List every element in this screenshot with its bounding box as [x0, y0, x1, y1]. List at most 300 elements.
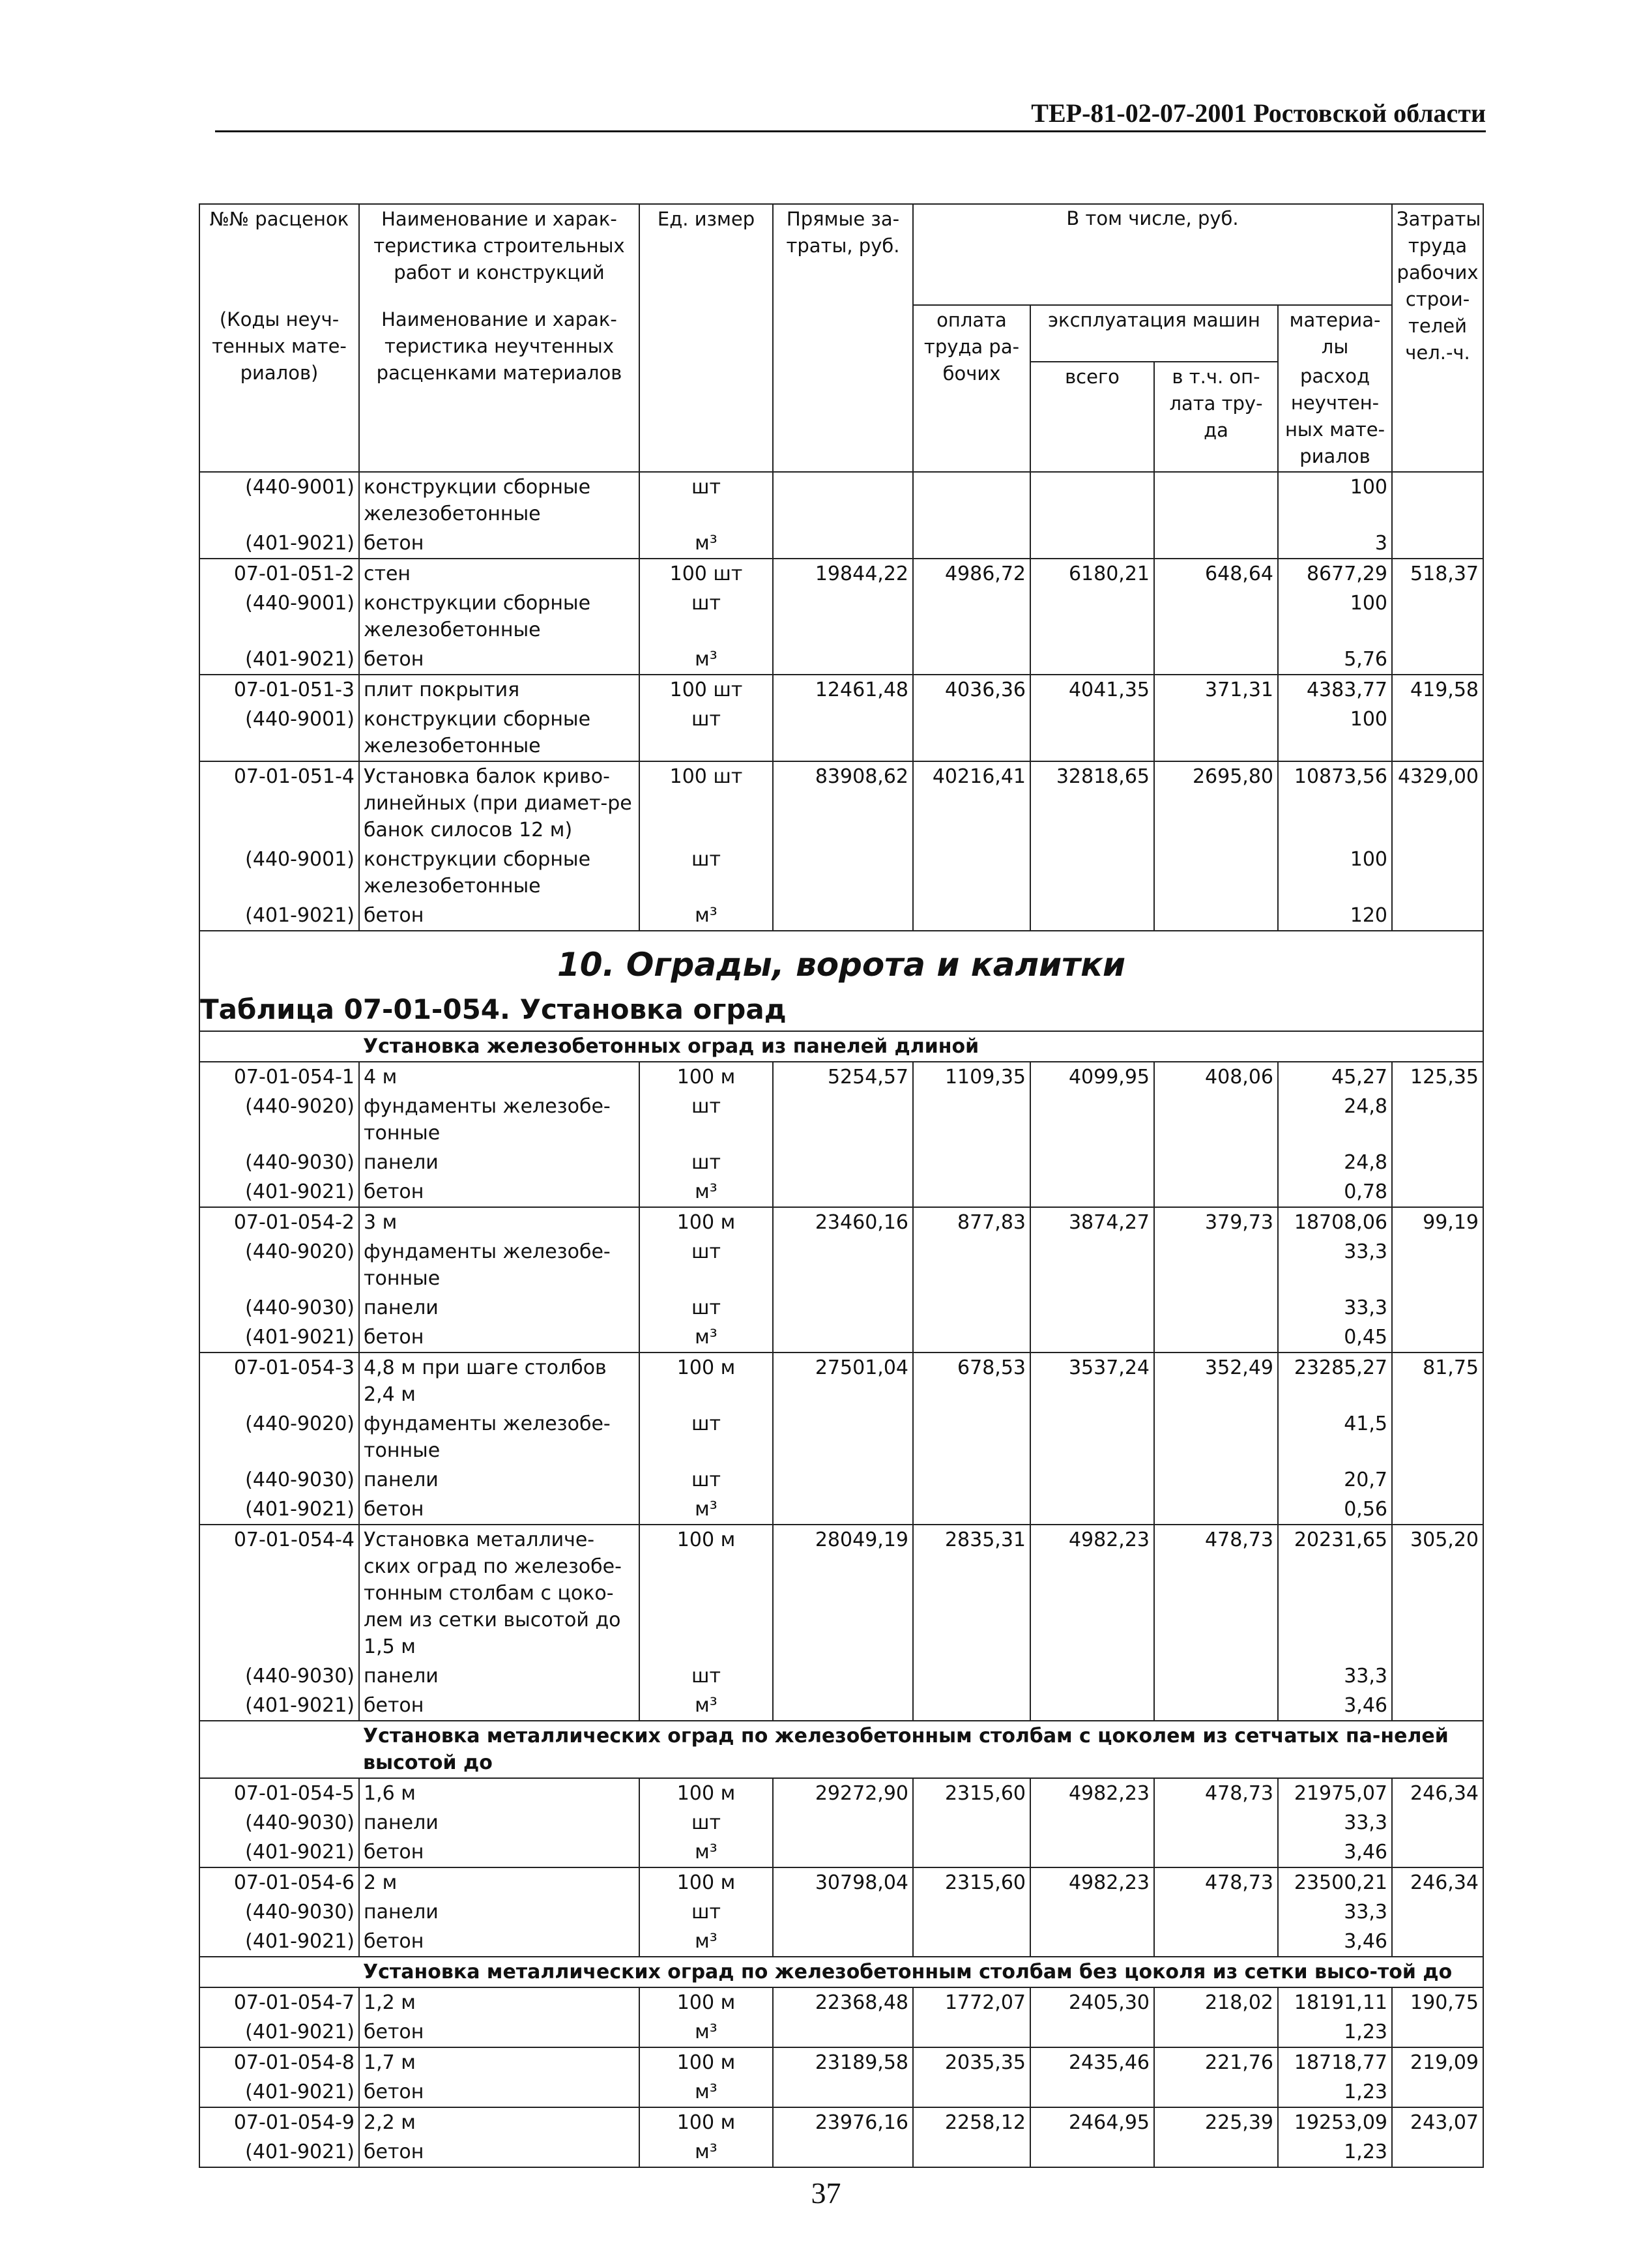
row-labor: [1392, 1495, 1483, 1525]
row-direct-cost: 27501,04: [773, 1353, 913, 1409]
row-name: стен: [359, 559, 639, 589]
header-col-mach-total: всего: [1030, 362, 1154, 472]
subhead-2-block: [199, 1721, 1483, 1778]
row-machines-total: 32818,65: [1030, 761, 1154, 845]
row-code: 07-01-054-9: [199, 2107, 359, 2137]
row-unit: м³: [639, 1837, 773, 1867]
rows-group-b: [199, 1062, 1483, 1721]
row-wage: [913, 845, 1030, 901]
row-wage: [913, 1495, 1030, 1525]
row-direct-cost: [773, 845, 913, 901]
row-materials: 33,3: [1278, 1897, 1392, 1927]
row-code: (440-9001): [199, 705, 359, 761]
row-wage: 2315,60: [913, 1778, 1030, 1808]
row-direct-cost: [773, 1495, 913, 1525]
row-unit: м³: [639, 1177, 773, 1207]
table-row: [199, 1808, 1483, 1837]
table-row: [199, 2077, 1483, 2107]
row-unit: шт: [639, 1293, 773, 1323]
row-code: (440-9030): [199, 1661, 359, 1691]
row-code: (440-9030): [199, 1808, 359, 1837]
row-machines-total: 2435,46: [1030, 2047, 1154, 2077]
header-col-materials-usage: расход неучтен-ных мате-риалов: [1278, 362, 1392, 472]
row-materials: 1,23: [1278, 2017, 1392, 2047]
row-machines-total: [1030, 1293, 1154, 1323]
row-wage: 40216,41: [913, 761, 1030, 845]
row-wage: [913, 1148, 1030, 1177]
row-name: 1,7 м: [359, 2047, 639, 2077]
rows-group-d: [199, 1987, 1483, 2167]
row-machines-total: [1030, 1897, 1154, 1927]
row-direct-cost: [773, 2137, 913, 2167]
row-machines-total: [1030, 901, 1154, 931]
row-code: (440-9030): [199, 1897, 359, 1927]
table-row: [199, 529, 1483, 559]
subhead-1: Установка железобетонных оград из панелей длиной: [363, 1035, 979, 1058]
row-name: панели: [359, 1148, 639, 1177]
row-machines-total: 4041,35: [1030, 675, 1154, 705]
row-unit: 100 м: [639, 1525, 773, 1661]
row-machines-wage: 379,73: [1154, 1207, 1278, 1237]
row-machines-wage: 408,06: [1154, 1062, 1278, 1092]
row-machines-total: [1030, 1237, 1154, 1293]
row-name: панели: [359, 1465, 639, 1495]
row-labor: [1392, 1661, 1483, 1691]
row-machines-wage: [1154, 1409, 1278, 1465]
row-direct-cost: [773, 1808, 913, 1837]
row-direct-cost: [773, 645, 913, 675]
row-materials: 3: [1278, 529, 1392, 559]
header-col-name-materials: Наименование и харак-теристика неучтенных расценками материалов: [359, 305, 639, 472]
table-row: [199, 2047, 1483, 2077]
row-machines-total: 3537,24: [1030, 1353, 1154, 1409]
row-code: 07-01-051-3: [199, 675, 359, 705]
row-direct-cost: [773, 1409, 913, 1465]
row-code: (401-9021): [199, 2077, 359, 2107]
row-unit: м³: [639, 1495, 773, 1525]
row-code: (401-9021): [199, 1177, 359, 1207]
row-direct-cost: [773, 1237, 913, 1293]
row-wage: 4036,36: [913, 675, 1030, 705]
row-wage: 2258,12: [913, 2107, 1030, 2137]
row-materials: 18718,77: [1278, 2047, 1392, 2077]
row-wage: 1772,07: [913, 1987, 1030, 2017]
table-row: [199, 1525, 1483, 1661]
row-machines-wage: [1154, 1177, 1278, 1207]
row-labor: 190,75: [1392, 1987, 1483, 2017]
row-code: (440-9001): [199, 472, 359, 529]
row-code: 07-01-054-6: [199, 1867, 359, 1897]
row-labor: [1392, 705, 1483, 761]
row-code: (401-9021): [199, 1691, 359, 1721]
row-unit: м³: [639, 1691, 773, 1721]
row-machines-wage: 225,39: [1154, 2107, 1278, 2137]
row-machines-total: [1030, 845, 1154, 901]
row-labor: 305,20: [1392, 1525, 1483, 1661]
table-row: [199, 1661, 1483, 1691]
row-machines-wage: [1154, 1691, 1278, 1721]
row-materials: 3,46: [1278, 1691, 1392, 1721]
row-materials: 41,5: [1278, 1409, 1392, 1465]
row-machines-wage: [1154, 1927, 1278, 1957]
table-row: [199, 1092, 1483, 1148]
row-name: бетон: [359, 901, 639, 931]
row-code: 07-01-054-8: [199, 2047, 359, 2077]
header-col-code: №№ расценок: [199, 204, 359, 305]
table-row: [199, 845, 1483, 901]
row-labor: [1392, 1148, 1483, 1177]
header-col-direct: Прямые за-траты, руб.: [773, 204, 913, 472]
table-row: [199, 1987, 1483, 2017]
row-materials: 23500,21: [1278, 1867, 1392, 1897]
row-wage: [913, 1927, 1030, 1957]
rows-group-c: [199, 1778, 1483, 1957]
header-machines: эксплуатация машин: [1030, 305, 1278, 362]
row-direct-cost: [773, 1837, 913, 1867]
row-machines-total: 3874,27: [1030, 1207, 1154, 1237]
row-materials: 45,27: [1278, 1062, 1392, 1092]
row-machines-wage: [1154, 1897, 1278, 1927]
row-wage: [913, 1837, 1030, 1867]
row-machines-total: [1030, 1148, 1154, 1177]
header-group: В том числе, руб.: [913, 204, 1392, 305]
row-labor: 243,07: [1392, 2107, 1483, 2137]
row-name: конструкции сборные железобетонные: [359, 705, 639, 761]
row-unit: шт: [639, 589, 773, 645]
row-code: (401-9021): [199, 1927, 359, 1957]
row-name: панели: [359, 1897, 639, 1927]
subhead-3: Установка металлических оград по железобетонным столбам без цоколя из сетки высо-той до: [363, 1961, 1453, 1983]
row-name: бетон: [359, 1837, 639, 1867]
row-code: 07-01-051-2: [199, 559, 359, 589]
row-wage: [913, 2077, 1030, 2107]
row-unit: шт: [639, 1237, 773, 1293]
row-direct-cost: 30798,04: [773, 1867, 913, 1897]
row-machines-total: [1030, 2077, 1154, 2107]
row-code: (401-9021): [199, 1323, 359, 1353]
row-materials: 33,3: [1278, 1661, 1392, 1691]
row-wage: 2315,60: [913, 1867, 1030, 1897]
row-wage: 1109,35: [913, 1062, 1030, 1092]
row-wage: [913, 1293, 1030, 1323]
row-machines-total: 2464,95: [1030, 2107, 1154, 2137]
row-direct-cost: 23976,16: [773, 2107, 913, 2137]
row-unit: м³: [639, 1927, 773, 1957]
row-materials: 23285,27: [1278, 1353, 1392, 1409]
row-unit: 100 шт: [639, 559, 773, 589]
row-machines-total: [1030, 2017, 1154, 2047]
row-materials: 24,8: [1278, 1148, 1392, 1177]
row-name: конструкции сборные железобетонные: [359, 845, 639, 901]
row-wage: [913, 1897, 1030, 1927]
row-machines-wage: 218,02: [1154, 1987, 1278, 2017]
row-machines-wage: [1154, 2137, 1278, 2167]
row-labor: [1392, 1691, 1483, 1721]
header-col-unit: Ед. измер: [639, 204, 773, 472]
rows-group-a: [199, 472, 1483, 931]
row-machines-wage: [1154, 1465, 1278, 1495]
header-rule: [215, 130, 1486, 132]
row-direct-cost: 83908,62: [773, 761, 913, 845]
row-machines-total: [1030, 1927, 1154, 1957]
row-wage: [913, 472, 1030, 529]
table-row: [199, 1495, 1483, 1525]
row-direct-cost: [773, 1293, 913, 1323]
row-code: (401-9021): [199, 901, 359, 931]
row-name: бетон: [359, 2077, 639, 2107]
row-wage: 4986,72: [913, 559, 1030, 589]
row-machines-wage: 478,73: [1154, 1778, 1278, 1808]
subhead-2-cell: [199, 1721, 1483, 1778]
table-row: [199, 1409, 1483, 1465]
table-row: [199, 1177, 1483, 1207]
row-name: 2 м: [359, 1867, 639, 1897]
row-machines-wage: 352,49: [1154, 1353, 1278, 1409]
table-row: [199, 675, 1483, 705]
table-row: [199, 705, 1483, 761]
row-unit: 100 м: [639, 2107, 773, 2137]
row-machines-wage: [1154, 1661, 1278, 1691]
row-unit: 100 м: [639, 1062, 773, 1092]
row-direct-cost: [773, 529, 913, 559]
row-unit: шт: [639, 1661, 773, 1691]
row-machines-total: [1030, 645, 1154, 675]
row-wage: [913, 2017, 1030, 2047]
table-row: [199, 1927, 1483, 1957]
table-title: Таблица 07-01-054. Установка оград: [200, 993, 787, 1025]
row-labor: [1392, 529, 1483, 559]
table-row: [199, 1778, 1483, 1808]
table-row: [199, 1293, 1483, 1323]
row-code: (440-9001): [199, 845, 359, 901]
row-materials: 20,7: [1278, 1465, 1392, 1495]
row-unit: 100 м: [639, 1778, 773, 1808]
row-name: 3 м: [359, 1207, 639, 1237]
row-code: 07-01-051-4: [199, 761, 359, 845]
row-machines-wage: [1154, 472, 1278, 529]
row-unit: шт: [639, 1465, 773, 1495]
row-machines-wage: [1154, 1837, 1278, 1867]
table-row: [199, 1353, 1483, 1409]
row-labor: [1392, 2137, 1483, 2167]
row-name: 4 м: [359, 1062, 639, 1092]
row-code: 07-01-054-3: [199, 1353, 359, 1409]
row-name: фундаменты железобе-тонные: [359, 1237, 639, 1293]
row-code: (401-9021): [199, 1837, 359, 1867]
section-title: 10. Ограды, ворота и калитки: [557, 946, 1126, 984]
row-name: панели: [359, 1808, 639, 1837]
table-title-cell: [199, 989, 1483, 1031]
row-unit: м³: [639, 2077, 773, 2107]
row-unit: шт: [639, 1092, 773, 1148]
row-wage: 678,53: [913, 1353, 1030, 1409]
row-code: (440-9030): [199, 1148, 359, 1177]
row-direct-cost: [773, 472, 913, 529]
row-code: (401-9021): [199, 645, 359, 675]
row-unit: шт: [639, 1409, 773, 1465]
row-machines-total: [1030, 1323, 1154, 1353]
row-name: 1,6 м: [359, 1778, 639, 1808]
row-machines-wage: [1154, 1293, 1278, 1323]
table-row: [199, 1897, 1483, 1927]
row-direct-cost: [773, 589, 913, 645]
table-row: [199, 1323, 1483, 1353]
header-col-name: Наименование и харак-теристика строительных работ и конструкций: [359, 204, 639, 305]
row-direct-cost: [773, 1092, 913, 1148]
row-unit: м³: [639, 529, 773, 559]
row-name: фундаменты железобе-тонные: [359, 1409, 639, 1465]
row-machines-total: [1030, 1465, 1154, 1495]
row-materials: 18191,11: [1278, 1987, 1392, 2017]
row-unit: шт: [639, 705, 773, 761]
row-materials: 5,76: [1278, 645, 1392, 675]
table-row: [199, 2137, 1483, 2167]
subhead-2: Установка металлических оград по железобетонным столбам с цоколем из сетчатых па-нелей высотой до: [363, 1725, 1449, 1774]
row-materials: 1,23: [1278, 2077, 1392, 2107]
row-machines-total: [1030, 1661, 1154, 1691]
row-machines-total: [1030, 705, 1154, 761]
row-direct-cost: 28049,19: [773, 1525, 913, 1661]
row-machines-total: [1030, 1808, 1154, 1837]
row-labor: 518,37: [1392, 559, 1483, 589]
row-unit: 100 м: [639, 1987, 773, 2017]
table-row: [199, 559, 1483, 589]
row-labor: [1392, 1465, 1483, 1495]
row-materials: 4383,77: [1278, 675, 1392, 705]
row-machines-total: 4982,23: [1030, 1525, 1154, 1661]
row-direct-cost: [773, 1177, 913, 1207]
row-machines-wage: 2695,80: [1154, 761, 1278, 845]
row-labor: [1392, 472, 1483, 529]
running-head: ТЕР-81-02-07-2001 Ростовской области: [1031, 98, 1486, 128]
row-labor: [1392, 1177, 1483, 1207]
row-name: Установка балок криво-линейных (при диамет-ре банок силосов 12 м): [359, 761, 639, 845]
row-machines-total: [1030, 529, 1154, 559]
row-direct-cost: [773, 1691, 913, 1721]
row-wage: [913, 1177, 1030, 1207]
section-block: [199, 931, 1483, 1062]
row-unit: шт: [639, 472, 773, 529]
row-unit: 100 шт: [639, 675, 773, 705]
row-materials: 21975,07: [1278, 1778, 1392, 1808]
row-labor: 4329,00: [1392, 761, 1483, 845]
subhead-3-block: [199, 1957, 1483, 1987]
row-code: (401-9021): [199, 2137, 359, 2167]
row-wage: [913, 901, 1030, 931]
row-direct-cost: [773, 1927, 913, 1957]
row-labor: [1392, 1092, 1483, 1148]
table-row: [199, 1465, 1483, 1495]
row-unit: 100 м: [639, 1353, 773, 1409]
row-machines-total: [1030, 472, 1154, 529]
header-col-materials: материа-лы: [1278, 305, 1392, 362]
row-machines-total: [1030, 1837, 1154, 1867]
row-labor: [1392, 1927, 1483, 1957]
row-labor: [1392, 2077, 1483, 2107]
rates-table: [199, 203, 1484, 2168]
page-number: 37: [811, 2176, 841, 2210]
row-labor: 246,34: [1392, 1867, 1483, 1897]
row-wage: [913, 1237, 1030, 1293]
row-materials: 10873,56: [1278, 761, 1392, 845]
table-row: [199, 901, 1483, 931]
row-name: панели: [359, 1293, 639, 1323]
table-row: [199, 1837, 1483, 1867]
table-header: [199, 204, 1483, 472]
row-direct-cost: 29272,90: [773, 1778, 913, 1808]
row-direct-cost: 23189,58: [773, 2047, 913, 2077]
row-unit: м³: [639, 645, 773, 675]
row-code: (440-9020): [199, 1237, 359, 1293]
row-name: бетон: [359, 2017, 639, 2047]
row-labor: [1392, 645, 1483, 675]
row-wage: [913, 645, 1030, 675]
table-row: [199, 2107, 1483, 2137]
row-name: бетон: [359, 645, 639, 675]
row-wage: [913, 1808, 1030, 1837]
table-row: [199, 589, 1483, 645]
row-materials: 3,46: [1278, 1927, 1392, 1957]
table-row: [199, 645, 1483, 675]
row-direct-cost: [773, 1465, 913, 1495]
row-direct-cost: [773, 2017, 913, 2047]
row-materials: 33,3: [1278, 1293, 1392, 1323]
row-code: (440-9020): [199, 1409, 359, 1465]
row-code: (440-9001): [199, 589, 359, 645]
row-machines-total: [1030, 1409, 1154, 1465]
row-labor: [1392, 1837, 1483, 1867]
row-unit: 100 м: [639, 1867, 773, 1897]
row-labor: 81,75: [1392, 1353, 1483, 1409]
row-code: 07-01-054-1: [199, 1062, 359, 1092]
row-labor: [1392, 2017, 1483, 2047]
row-direct-cost: 12461,48: [773, 675, 913, 705]
row-machines-total: 4099,95: [1030, 1062, 1154, 1092]
row-unit: м³: [639, 2017, 773, 2047]
table-row: [199, 761, 1483, 845]
row-machines-total: 4982,23: [1030, 1867, 1154, 1897]
row-labor: 125,35: [1392, 1062, 1483, 1092]
row-direct-cost: 23460,16: [773, 1207, 913, 1237]
row-materials: 0,78: [1278, 1177, 1392, 1207]
row-wage: [913, 1465, 1030, 1495]
row-name: бетон: [359, 529, 639, 559]
row-machines-wage: [1154, 645, 1278, 675]
row-unit: м³: [639, 2137, 773, 2167]
row-name: плит покрытия: [359, 675, 639, 705]
row-wage: [913, 529, 1030, 559]
row-machines-wage: [1154, 1808, 1278, 1837]
row-machines-wage: [1154, 589, 1278, 645]
row-machines-total: 6180,21: [1030, 559, 1154, 589]
row-machines-wage: 221,76: [1154, 2047, 1278, 2077]
row-materials: 100: [1278, 589, 1392, 645]
row-machines-total: [1030, 1092, 1154, 1148]
row-machines-wage: [1154, 901, 1278, 931]
row-name: бетон: [359, 2137, 639, 2167]
row-materials: 24,8: [1278, 1092, 1392, 1148]
row-materials: 120: [1278, 901, 1392, 931]
row-labor: 219,09: [1392, 2047, 1483, 2077]
row-code: (440-9030): [199, 1465, 359, 1495]
header-col-mach-wage: в т.ч. оп-лата тру-да: [1154, 362, 1278, 472]
row-direct-cost: [773, 1897, 913, 1927]
row-labor: 99,19: [1392, 1207, 1483, 1237]
row-machines-wage: [1154, 1237, 1278, 1293]
table-row: [199, 1062, 1483, 1092]
table-row: [199, 1867, 1483, 1897]
row-name: бетон: [359, 1927, 639, 1957]
